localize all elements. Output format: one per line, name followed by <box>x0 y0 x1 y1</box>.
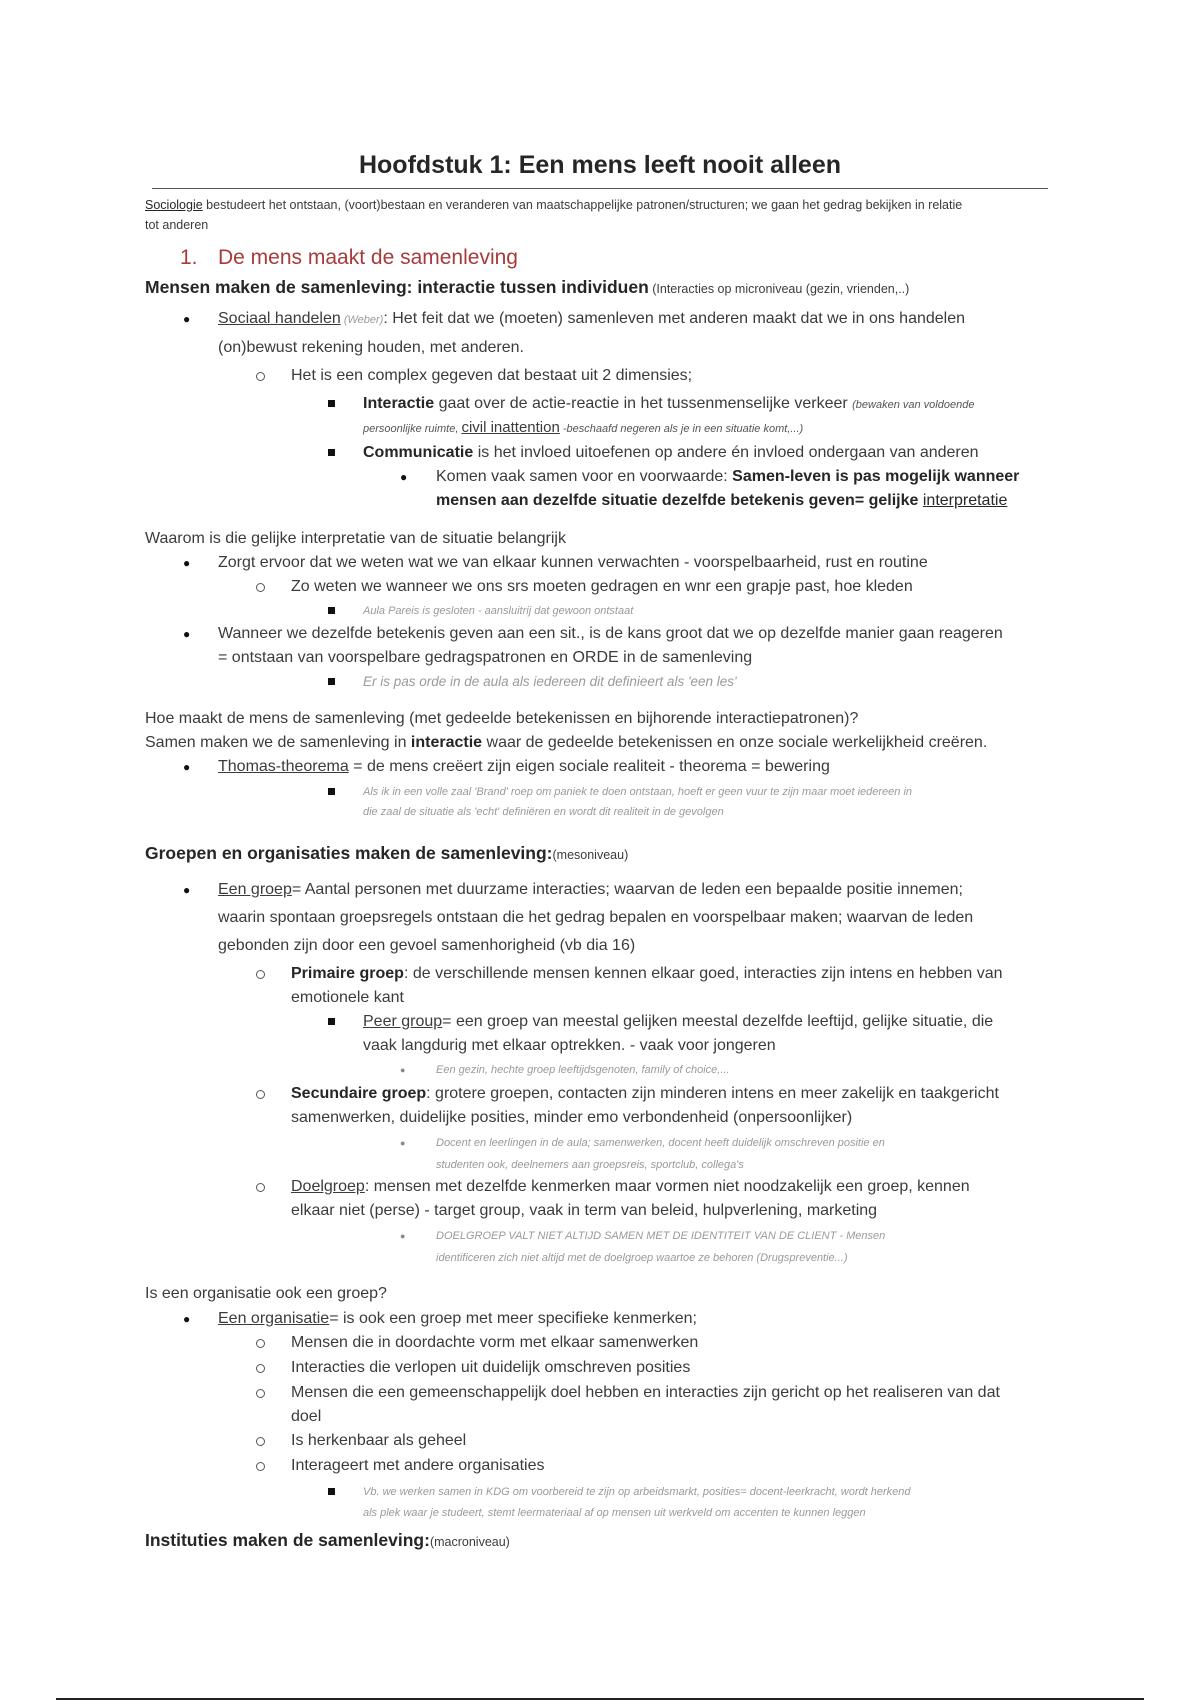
organisatie-question: Is een organisatie ook een groep? <box>145 1285 387 1302</box>
bullet-dot: ● <box>400 1231 406 1241</box>
page-title: Hoofdstuk 1: Een mens leeft nooit alleen <box>358 151 842 179</box>
hoe-question: Hoe maakt de mens de samenleving (met gedeelde betekenissen en bijhorende interactiepatronen)? <box>145 710 859 727</box>
bullet-circle <box>256 1389 265 1398</box>
groep-line-2: waarin spontaan groepsregels ontstaan die het gedrag bepalen en voorspelbaar maken; waarvan de leden <box>218 909 974 926</box>
doelgroep-line-2: elkaar niet (perse) - target group, vaak in term van beleid, hulpverlening, marketing <box>291 1202 878 1219</box>
micro-heading: Mensen maken de samenleving: interactie tussen individuen (Interacties op microniveau (gezin, vrienden,..) <box>145 277 910 297</box>
organisatie-example-2: als plek waar je studeert, stemt leermateriaal af op mensen uit werkveld om accenten te kunnen leggen <box>363 1507 866 1519</box>
secundaire-groep-line-1: Secundaire groep: grotere groepen, contacten zijn minderen intens en meer zakelijk en taakgericht <box>291 1085 999 1102</box>
bullet-dot: ● <box>183 627 191 641</box>
bullet-circle <box>256 970 265 979</box>
bullet-square <box>328 788 335 795</box>
primaire-groep-line-2: emotionele kant <box>291 989 404 1006</box>
secundaire-groep-line-2: samenwerken, duidelijke posities, minder emo verbondenheid (onpersoonlijker) <box>291 1109 853 1126</box>
macro-heading: Instituties maken de samenleving:(macroniveau) <box>145 1530 510 1550</box>
communicatie-line: Communicatie is het invloed uitoefenen op andere én invloed ondergaan van anderen <box>363 444 979 461</box>
organisatie-kenmerk-continued: doel <box>291 1408 322 1425</box>
intro-line-1: Sociologie bestudeert het ontstaan, (voort)bestaan en veranderen van maatschappelijke patronen/structuren; we gaan het gedrag bekijken in relatie <box>145 198 963 212</box>
sociaal-handelen-line-1: Sociaal handelen (Weber): Het feit dat we (moeten) samenleven met anderen maakt dat we in ons handelen <box>218 310 966 327</box>
groep-line-1: Een groep= Aantal personen met duurzame interacties; waarvan de leden een bepaalde positie innemen; <box>218 881 963 898</box>
doelgroep-example-2: identificeren zich niet altijd met de doelgroep waartoe ze behoren (Drugspreventie...) <box>436 1252 848 1264</box>
peer-group-line-1: Peer group= een groep van meestal gelijken meestal dezelfde leeftijd, gelijke situatie, die <box>363 1013 994 1030</box>
bullet-circle <box>256 1090 265 1099</box>
bullet-dot: ● <box>183 883 191 897</box>
bullet-square <box>328 449 335 456</box>
intro-line-2: tot anderen <box>145 218 209 232</box>
thomas-line: Thomas-theorema = de mens creëert zijn eigen sociale realiteit - theorema = bewering <box>218 758 830 775</box>
organisatie-kenmerk: Mensen die een gemeenschappelijk doel hebben en interacties zijn gericht op het realiseren van dat <box>291 1384 1000 1401</box>
intro-term: Sociologie <box>145 198 203 212</box>
peer-group-example: Een gezin, hechte groep leeftijdsgenoten, family of choice,... <box>436 1064 730 1076</box>
peer-group-line-2: vaak langdurig met elkaar optrekken. - vaak voor jongeren <box>363 1037 776 1054</box>
bullet-circle <box>256 1364 265 1373</box>
bullet-circle <box>256 1339 265 1348</box>
bullet-dot: ● <box>183 556 191 570</box>
secundaire-groep-example-1: Docent en leerlingen in de aula; samenwerken, docent heeft duidelijk omschreven positie en <box>436 1137 885 1149</box>
organisatie-kenmerk: Is herkenbaar als geheel <box>291 1432 467 1449</box>
organisatie-kenmerk: Interacties die verlopen uit duidelijk omschreven posities <box>291 1359 691 1376</box>
organisatie-example-1: Vb. we werken samen in KDG om voorbereid te zijn op arbeidsmarkt, posities= docent-leerkracht, wordt herkend <box>363 1486 911 1498</box>
complex-line: Het is een complex gegeven dat bestaat uit 2 dimensies; <box>291 367 693 384</box>
waarom-bullet-2-line-2: = ontstaan van voorspelbare gedragspatronen en ORDE in de samenleving <box>218 649 753 666</box>
doelgroep-example-1: DOELGROEP VALT NIET ALTIJD SAMEN MET DE IDENTITEIT VAN DE CLIENT - Mensen <box>436 1230 886 1242</box>
waarom-example-1: Aula Pareis is gesloten - aansluitrij dat gewoon ontstaat <box>363 605 634 617</box>
bullet-square <box>328 607 335 614</box>
bullet-square <box>328 1488 335 1495</box>
bullet-dot: ● <box>183 1312 191 1326</box>
bullet-circle <box>256 1462 265 1471</box>
bullet-circle <box>256 1437 265 1446</box>
komen-line-1: Komen vaak samen voor en voorwaarde: Samen-leven is pas mogelijk wanneer <box>436 468 1020 485</box>
bullet-circle <box>256 1183 265 1192</box>
thomas-example-1: Als ik in een volle zaal 'Brand' roep om paniek te doen ontstaan, hoeft er geen vuur te zijn maar moet iedereen in <box>363 786 913 798</box>
section-number: 1. <box>180 246 198 269</box>
bullet-dot: ● <box>183 312 191 326</box>
waarom-sub-1: Zo weten we wanneer we ons srs moeten gedragen en wnr een grapje past, hoe kleden <box>291 578 913 595</box>
groep-line-3: gebonden zijn door een gevoel samenhorigheid (vb dia 16) <box>218 937 636 954</box>
bullet-square <box>328 678 335 685</box>
waarom-example-2: Er is pas orde in de aula als iedereen dit definieert als 'een les' <box>363 674 737 689</box>
bullet-dot: ● <box>400 1138 406 1148</box>
interactie-note-line: persoonlijke ruimte, civil inattention -beschaafd negeren als je in een situatie komt,...) <box>363 419 804 436</box>
hoe-answer: Samen maken we de samenleving in interactie waar de gedeelde betekenissen en onze sociale werkelijkheid creëren. <box>145 734 988 751</box>
organisatie-kenmerk: Mensen die in doordachte vorm met elkaar samenwerken <box>291 1334 699 1351</box>
bullet-circle <box>256 583 265 592</box>
bullet-dot: ● <box>183 760 191 774</box>
secundaire-groep-example-2: studenten ook, deelnemers aan groepsreis, sportclub, collega's <box>436 1159 744 1171</box>
organisatie-kenmerk: Interageert met andere organisaties <box>291 1457 545 1474</box>
organisatie-definition: Een organisatie= is ook een groep met meer specifieke kenmerken; <box>218 1310 697 1327</box>
thomas-example-2: die zaal de situatie als 'echt' definiëren en wordt dit realiteit in de gevolgen <box>363 806 724 818</box>
waarom-question: Waarom is die gelijke interpretatie van de situatie belangrijk <box>145 530 566 547</box>
primaire-groep-line-1: Primaire groep: de verschillende mensen kennen elkaar goed, interacties zijn intens en hebben van <box>291 965 1003 982</box>
section-heading: De mens maakt de samenleving <box>218 246 518 269</box>
doelgroep-line-1: Doelgroep: mensen met dezelfde kenmerken maar vormen niet noodzakelijk een groep, kennen <box>291 1178 970 1195</box>
bullet-circle <box>256 372 265 381</box>
bullet-dot: ● <box>400 1065 406 1075</box>
bullet-square <box>328 400 335 407</box>
title-rule <box>152 188 1048 189</box>
komen-line-2: mensen aan dezelfde situatie dezelfde betekenis geven= gelijke interpretatie <box>436 492 1008 509</box>
bullet-dot: ● <box>400 470 408 484</box>
waarom-bullet-2-line-1: Wanneer we dezelfde betekenis geven aan een sit., is de kans groot dat we op dezelfde manier gaan reageren <box>218 625 1003 642</box>
bullet-square <box>328 1018 335 1025</box>
sociaal-handelen-line-2: (on)bewust rekening houden, met anderen. <box>218 339 524 356</box>
waarom-bullet-1: Zorgt ervoor dat we weten wat we van elkaar kunnen verwachten - voorspelbaarheid, rust en routine <box>218 554 928 571</box>
interactie-line: Interactie gaat over de actie-reactie in het tussenmenselijke verkeer (bewaken van voldoende <box>363 395 975 412</box>
meso-heading: Groepen en organisaties maken de samenleving:(mesoniveau) <box>145 843 629 863</box>
